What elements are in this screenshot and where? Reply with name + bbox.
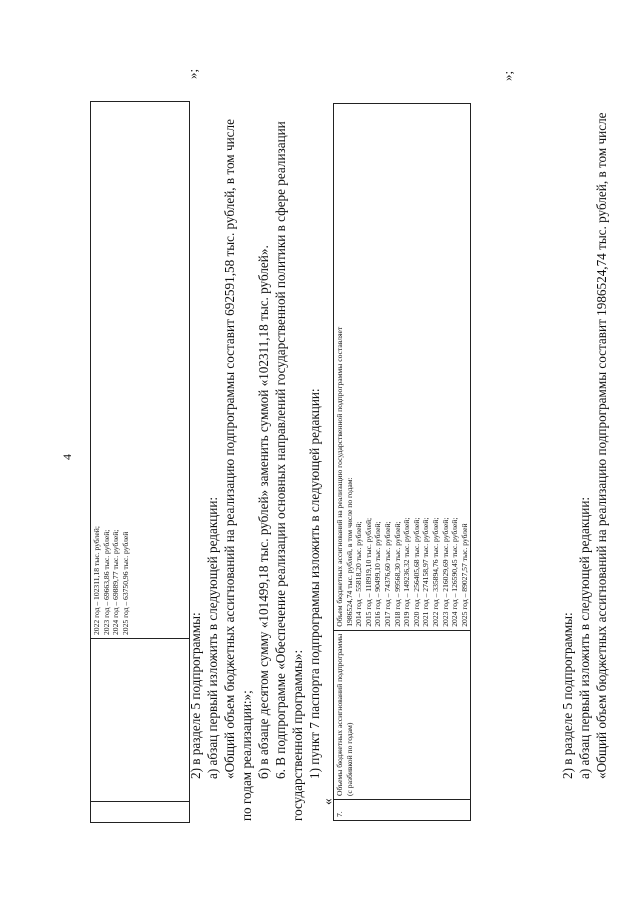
paragraph: 2) в разделе 5 подпрограммы: [188,612,203,779]
funding-table-continued [90,101,190,823]
funding-line: 2016 год – 90499,10 тыс. рублей; [373,521,383,627]
paragraph: 2) в разделе 5 подпрограммы: [560,612,575,779]
funding-line: 2018 год – 99568,30 тыс. рублей; [392,521,402,627]
paragraph: 6. В подпрограмме «Обеспечение реализации основных направлений государственной политики в сфере реализации [273,121,288,779]
paragraph: государственной программы»: [290,649,305,821]
label-line: (с разбивкой по годам) [344,722,354,796]
subprogram-passport-table [333,103,471,821]
table-cell-content [91,102,190,639]
funding-line: 2021 год – 274158,97 тыс. рублей; [421,517,431,627]
paragraph: 1) пункт 7 паспорта подпрограммы изложить в следующей редакции: [307,388,322,779]
funding-line: 2023 год – 69663,86 тыс. рублей; [101,529,111,635]
table-row [91,102,190,823]
funding-line: 2023 год – 216029,69 тыс. рублей; [440,517,450,627]
funding-line: Объем бюджетных ассигнований на реализацию государственной подпрограммы составляет [335,326,344,627]
paragraph: а) абзац первый изложить в следующей редакции: [577,496,592,779]
paragraph: а) абзац первый изложить в следующей редакции: [205,496,220,779]
table-cell-number: 7. [334,800,471,821]
paragraph: « [320,798,335,805]
table-row [334,104,471,821]
funding-line: 2024 год – 126590,45 тыс. рублей; [450,517,460,627]
page-number: 4 [60,454,74,460]
paragraph: «Общий объем бюджетных ассигнований на реализацию подпрограммы составит 1986524,74 тыс. рублей, в том числе [594,112,609,779]
paragraph: «Общий объем бюджетных ассигнований на реализацию подпрограммы составит 692591,58 тыс. рублей, в том числе [222,119,237,779]
paragraph: б) в абзаце десятом сумму «101499,18 тыс. рублей» заменить суммой «102311,18 тыс. рублей». [256,245,271,779]
funding-line: 1986524,74 тыс. рублей, в том числе по годам: [344,477,354,627]
closing-quote: »; [185,68,200,79]
table-cell-number [91,802,190,823]
funding-line: 2025 год – 63750,96 тыс. рублей [120,531,130,635]
funding-line: 2024 год – 69889,77 тыс. рублей; [111,529,121,635]
funding-line: 2017 год – 74376,60 тыс. рублей; [382,521,392,627]
label-line: Объемы бюджетных ассигнований подпрограммы [335,633,344,796]
closing-quote: »; [500,70,515,81]
table-cell-label [334,630,471,799]
table-cell-label [91,639,190,802]
funding-line: 2022 год – 335894,76 тыс. рублей; [430,517,440,627]
paragraph: по годам реализации:»; [239,690,254,821]
funding-line: 2015 год – 118919,10 тыс. рублей; [363,517,373,627]
funding-line: 2020 год – 256405,68 тыс. рублей; [411,517,421,627]
table-cell-content [334,104,471,631]
funding-line: 2019 год – 149236,32 тыс. рублей; [402,517,412,627]
funding-line: 2025 год – 89027,57 тыс. рублей [459,523,469,627]
funding-line: 2014 год – 55818,20 тыс. рублей; [354,521,364,627]
funding-line: 2022 год – 102311,18 тыс. рублей; [92,526,101,635]
